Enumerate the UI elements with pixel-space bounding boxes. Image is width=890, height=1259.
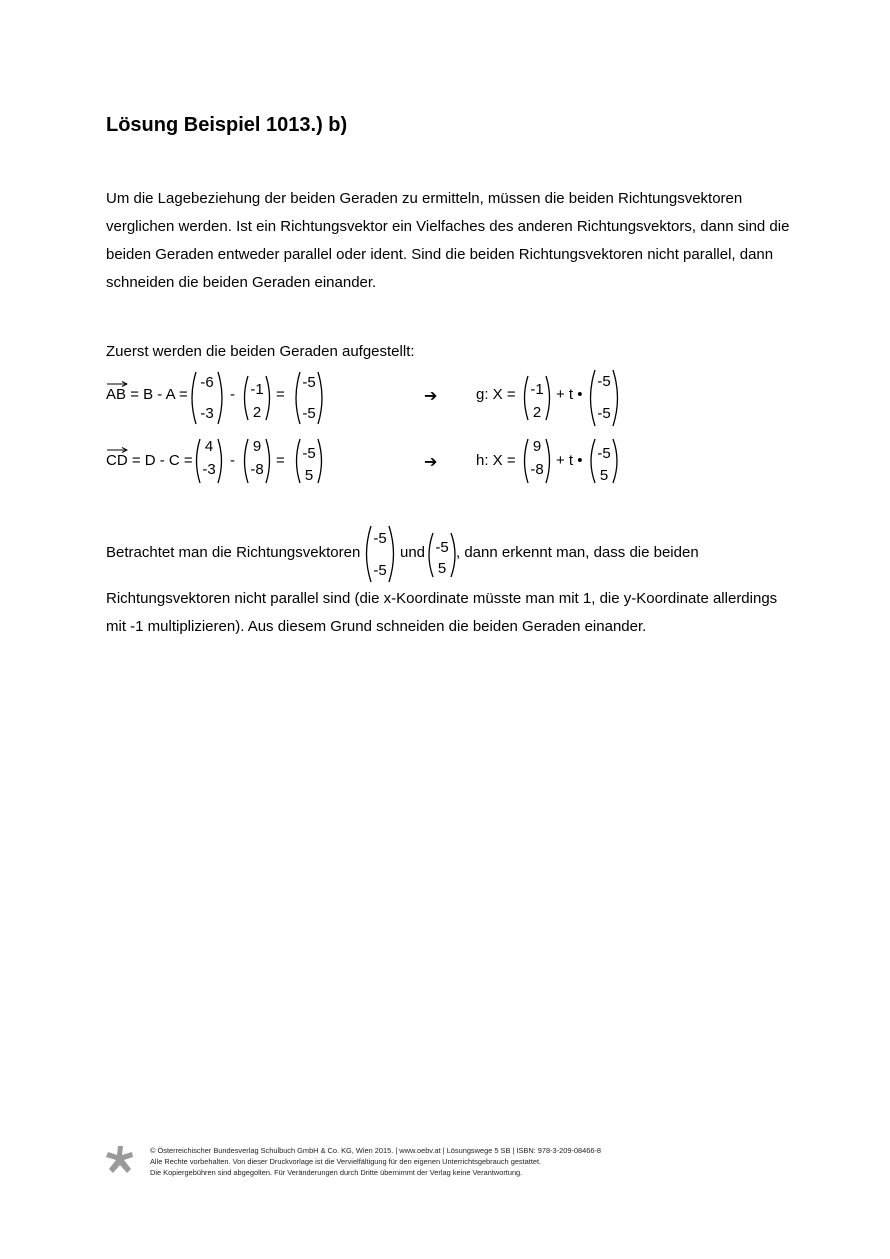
footer-line-2: Alle Rechte vorbehalten. Von dieser Druckvorlage ist die Vervielfältigung für den eigenen Unterrichtsgebrauch gestattet.: [150, 1157, 542, 1166]
line-h-label: h: X =: [476, 452, 516, 469]
equation-ab: AB = B - A = -6 -3 - -1 2 = -5 -5 ➔ g: X = -1 2 + t • -5 -5: [106, 368, 666, 428]
line-g-label: g: X =: [476, 386, 516, 403]
footer-line-3: Die Kopiergebühren sind abgegolten. Für Veränderungen durch Dritte übernimmt der Verlag keine Verantwortung.: [150, 1168, 523, 1177]
page-title: Lösung Beispiel 1013.) b): [106, 114, 348, 136]
equation-cd: CD = D - C = 4 -3 - 9 -8 = -5 5 ➔ h: X = 9 -8 + t • -5 5: [106, 436, 666, 496]
compare-before: Betrachtet man die Richtungsvektoren: [106, 544, 361, 561]
setup-label: Zuerst werden die beiden Geraden aufgestellt:: [106, 343, 415, 360]
arrow-icon: ➔: [424, 388, 438, 405]
footer: [150, 1145, 601, 1178]
conclusion-paragraph: Richtungsvektoren nicht parallel sind (die x-Koordinate müsste man mit 1, die y-Koordinate allerdings mit -1 multiplizieren). Aus diesem Grund schneiden die beiden Geraden einander.: [106, 590, 778, 635]
oebv-logo-icon: [104, 1144, 136, 1181]
compare-line: Betrachtet man die Richtungsvektoren -5 -5 und -5 5 , dann erkennt man, dass die beiden: [106, 524, 746, 584]
compare-after: , dann erkennt man, dass die beiden: [456, 544, 699, 561]
compare-und: und: [400, 544, 426, 561]
arrow-icon: ➔: [424, 454, 438, 471]
footer-line-1: © Österreichischer Bundesverlag Schulbuch GmbH & Co. KG, Wien 2015. | www.oebv.at | Lösungswege 5 SB | ISBN: 978-3-209-08466-8: [150, 1146, 602, 1155]
vector-cd-label: CD: [106, 452, 128, 469]
intro-paragraph: Um die Lagebeziehung der beiden Geraden zu ermitteln, müssen die beiden Richtungsvektoren verglichen werden. Ist ein Richtungsvektor ein Vielfaches des anderen Richtungsvektors, dann sind die beiden Geraden entweder parallel oder ident. Sind die beiden Richtungsvektoren nicht parallel, dann schneiden die beiden Geraden einander.: [106, 190, 790, 291]
eq2-expr: = D - C =: [131, 452, 193, 469]
eq1-expr: = B - A =: [130, 386, 188, 403]
vector-ab-label: AB: [106, 386, 126, 403]
